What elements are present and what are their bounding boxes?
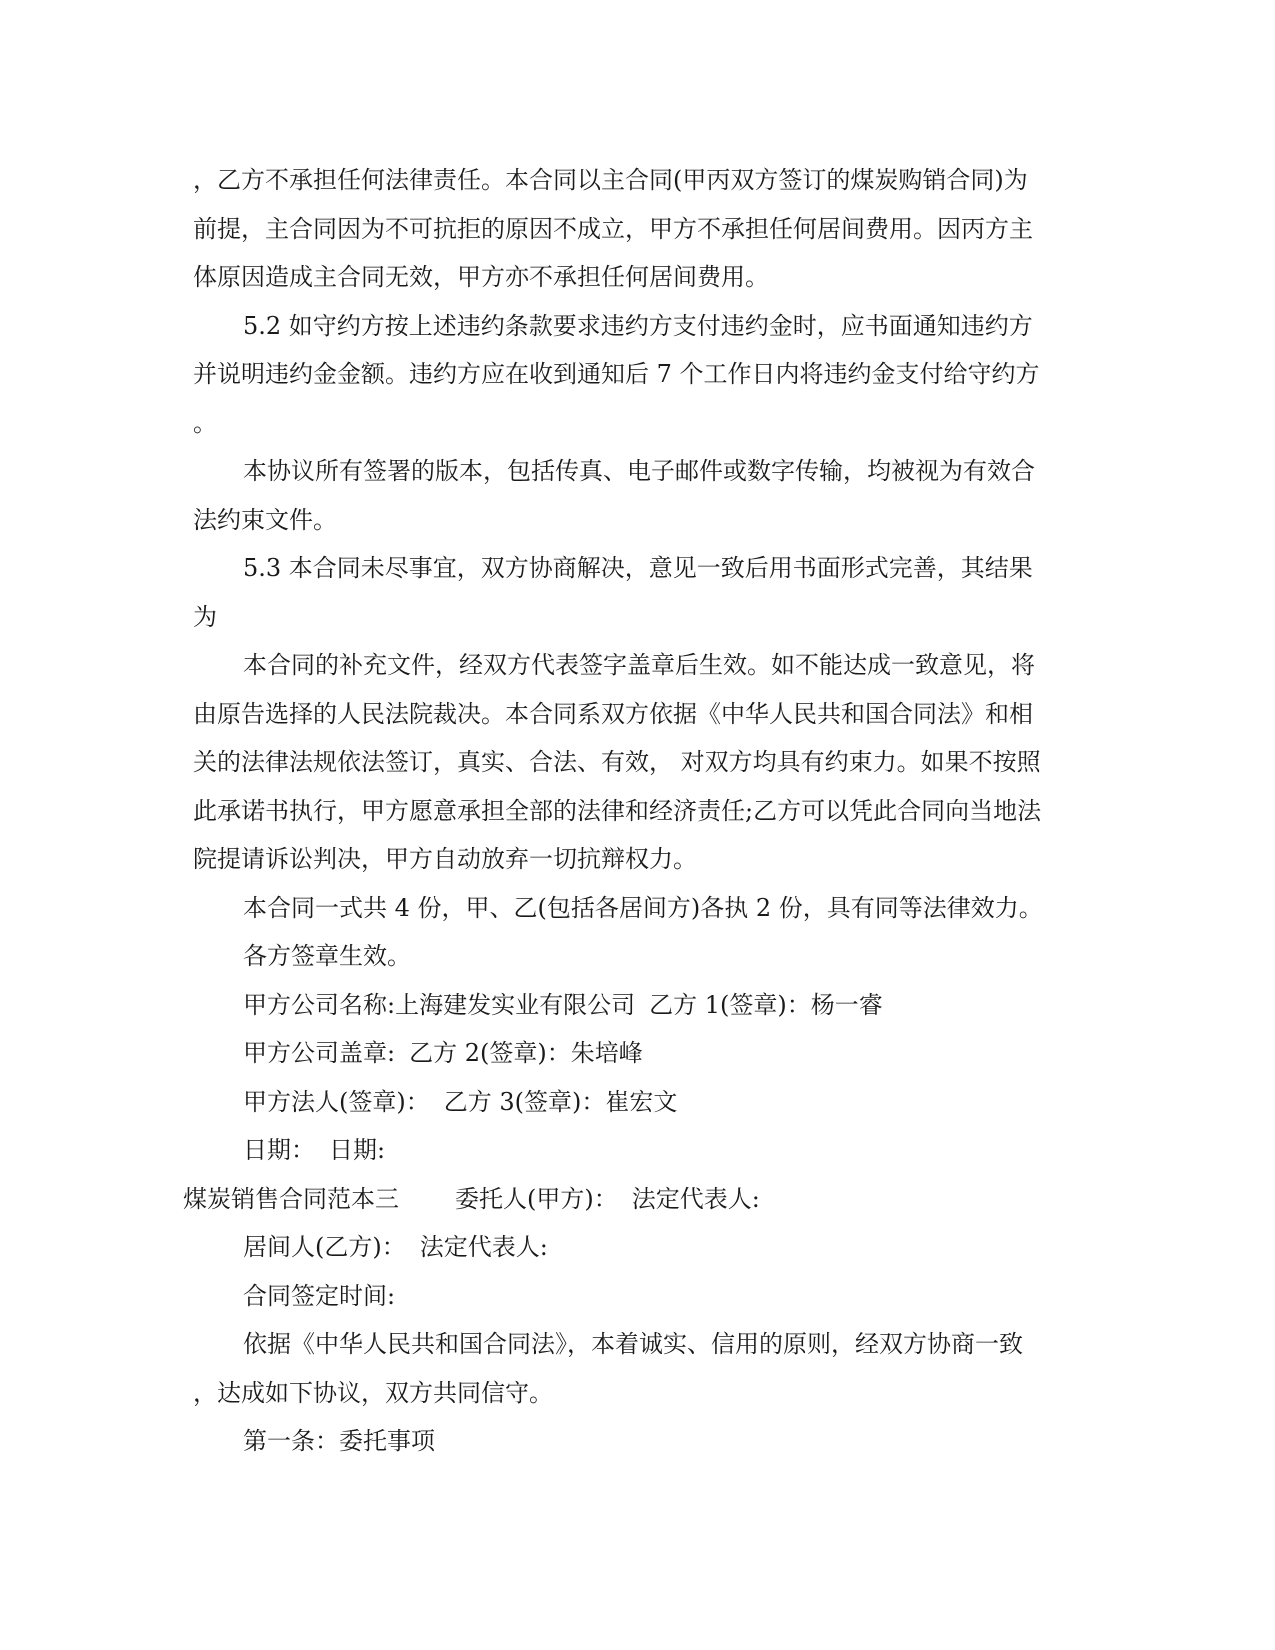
text-line: 前提，主合同因为不可抗拒的原因不成立，甲方不承担任何居间费用。因丙方主: [193, 214, 1033, 243]
text-line: 本协议所有签署的版本，包括传真、电子邮件或数字传输，均被视为有效合: [243, 457, 1035, 485]
section-header-line: [183, 1175, 1073, 1224]
paragraph-supplement: [193, 641, 1073, 884]
text-line: ，乙方不承担任何法律责任。本合同以主合同(甲丙双方签订的煤炭购销合同)为: [193, 166, 1028, 194]
party-a-legal-rep-signature: 甲方法人(签章)：: [243, 1087, 430, 1116]
signature-line-3: [193, 1078, 1073, 1127]
section-title: 煤炭销售合同范本三: [183, 1184, 399, 1213]
party-b3-signature: 乙方 3(签章)：崔宏文: [443, 1087, 678, 1116]
text-line: 院提请诉讼判决，甲方自动放弃一切抗辩权力。: [193, 845, 697, 873]
signature-line-2: [193, 1029, 1073, 1078]
party-b2-signature: 乙方 2(签章)：朱培峰: [409, 1039, 643, 1067]
paragraph-signed-versions: [193, 447, 1073, 544]
text-line: 法约束文件。: [193, 505, 337, 534]
paragraph-copies: [193, 884, 1073, 933]
client-legal-rep: 法定代表人:: [631, 1184, 760, 1213]
signature-line-1: [193, 981, 1073, 1030]
paragraph-liability: [193, 156, 1073, 302]
client-label: 委托人(甲方)：: [455, 1184, 618, 1213]
party-a-company-seal: 甲方公司盖章:: [243, 1039, 396, 1067]
signature-dates: [193, 1126, 1073, 1175]
text-line: 第一条：委托事项: [243, 1427, 435, 1455]
text-line: 各方签章生效。: [243, 942, 411, 970]
contract-sign-time: [193, 1272, 1073, 1321]
text-line: ，达成如下协议，双方共同信守。: [193, 1378, 553, 1407]
text-line: 5.3 本合同未尽事宜，双方协商解决，意见一致后用书面形式完善，其结果: [243, 554, 1033, 582]
paragraph-5-2: [193, 302, 1073, 448]
broker-legal-rep: 法定代表人:: [419, 1233, 548, 1261]
text-line: 此承诺书执行，甲方愿意承担全部的法律和经济责任;乙方可以凭此合同向当地法: [193, 796, 1042, 825]
party-b1-signature: 乙方 1(签章)：杨一睿: [649, 990, 883, 1019]
broker-line: [193, 1223, 1073, 1272]
text-line: 本合同一式共 4 份，甲、乙(包括各居间方)各执 2 份，具有同等法律效力。: [243, 893, 1043, 922]
party-b-date: 日期:: [329, 1136, 386, 1164]
text-line: 关的法律法规依法签订，真实、合法、有效， 对双方均具有约束力。如果不按照: [193, 748, 1041, 776]
broker-label: 居间人(乙方)：: [243, 1233, 406, 1261]
text-line: 并说明违约金金额。违约方应在收到通知后 7 个工作日内将违约金支付给守约方: [193, 360, 1040, 388]
party-a-date: 日期：: [243, 1136, 315, 1164]
text-line: 由原告选择的人民法院裁决。本合同系双方依据《中华人民共和国合同法》和相: [193, 699, 1033, 728]
text-line: 为: [193, 602, 217, 631]
text-line: 5.2 如守约方按上述违约条款要求违约方支付违约金时，应书面通知违约方: [243, 311, 1033, 340]
text-line: 。: [193, 408, 217, 437]
paragraph-effective: [193, 932, 1073, 981]
party-a-company-name: 甲方公司名称:上海建发实业有限公司: [243, 990, 636, 1019]
paragraph-5-3: [193, 544, 1073, 641]
paragraph-basis: [193, 1320, 1073, 1417]
document-body: [183, 156, 1073, 1466]
text-line: 本合同的补充文件，经双方代表签字盖章后生效。如不能达成一致意见，将: [243, 651, 1035, 679]
article-1-heading: [193, 1417, 1073, 1466]
text-line: 合同签定时间:: [243, 1281, 396, 1310]
text-line: 体原因造成主合同无效，甲方亦不承担任何居间费用。: [193, 263, 769, 291]
text-line: 依据《中华人民共和国合同法》，本着诚实、信用的原则，经双方协商一致: [243, 1330, 1023, 1358]
